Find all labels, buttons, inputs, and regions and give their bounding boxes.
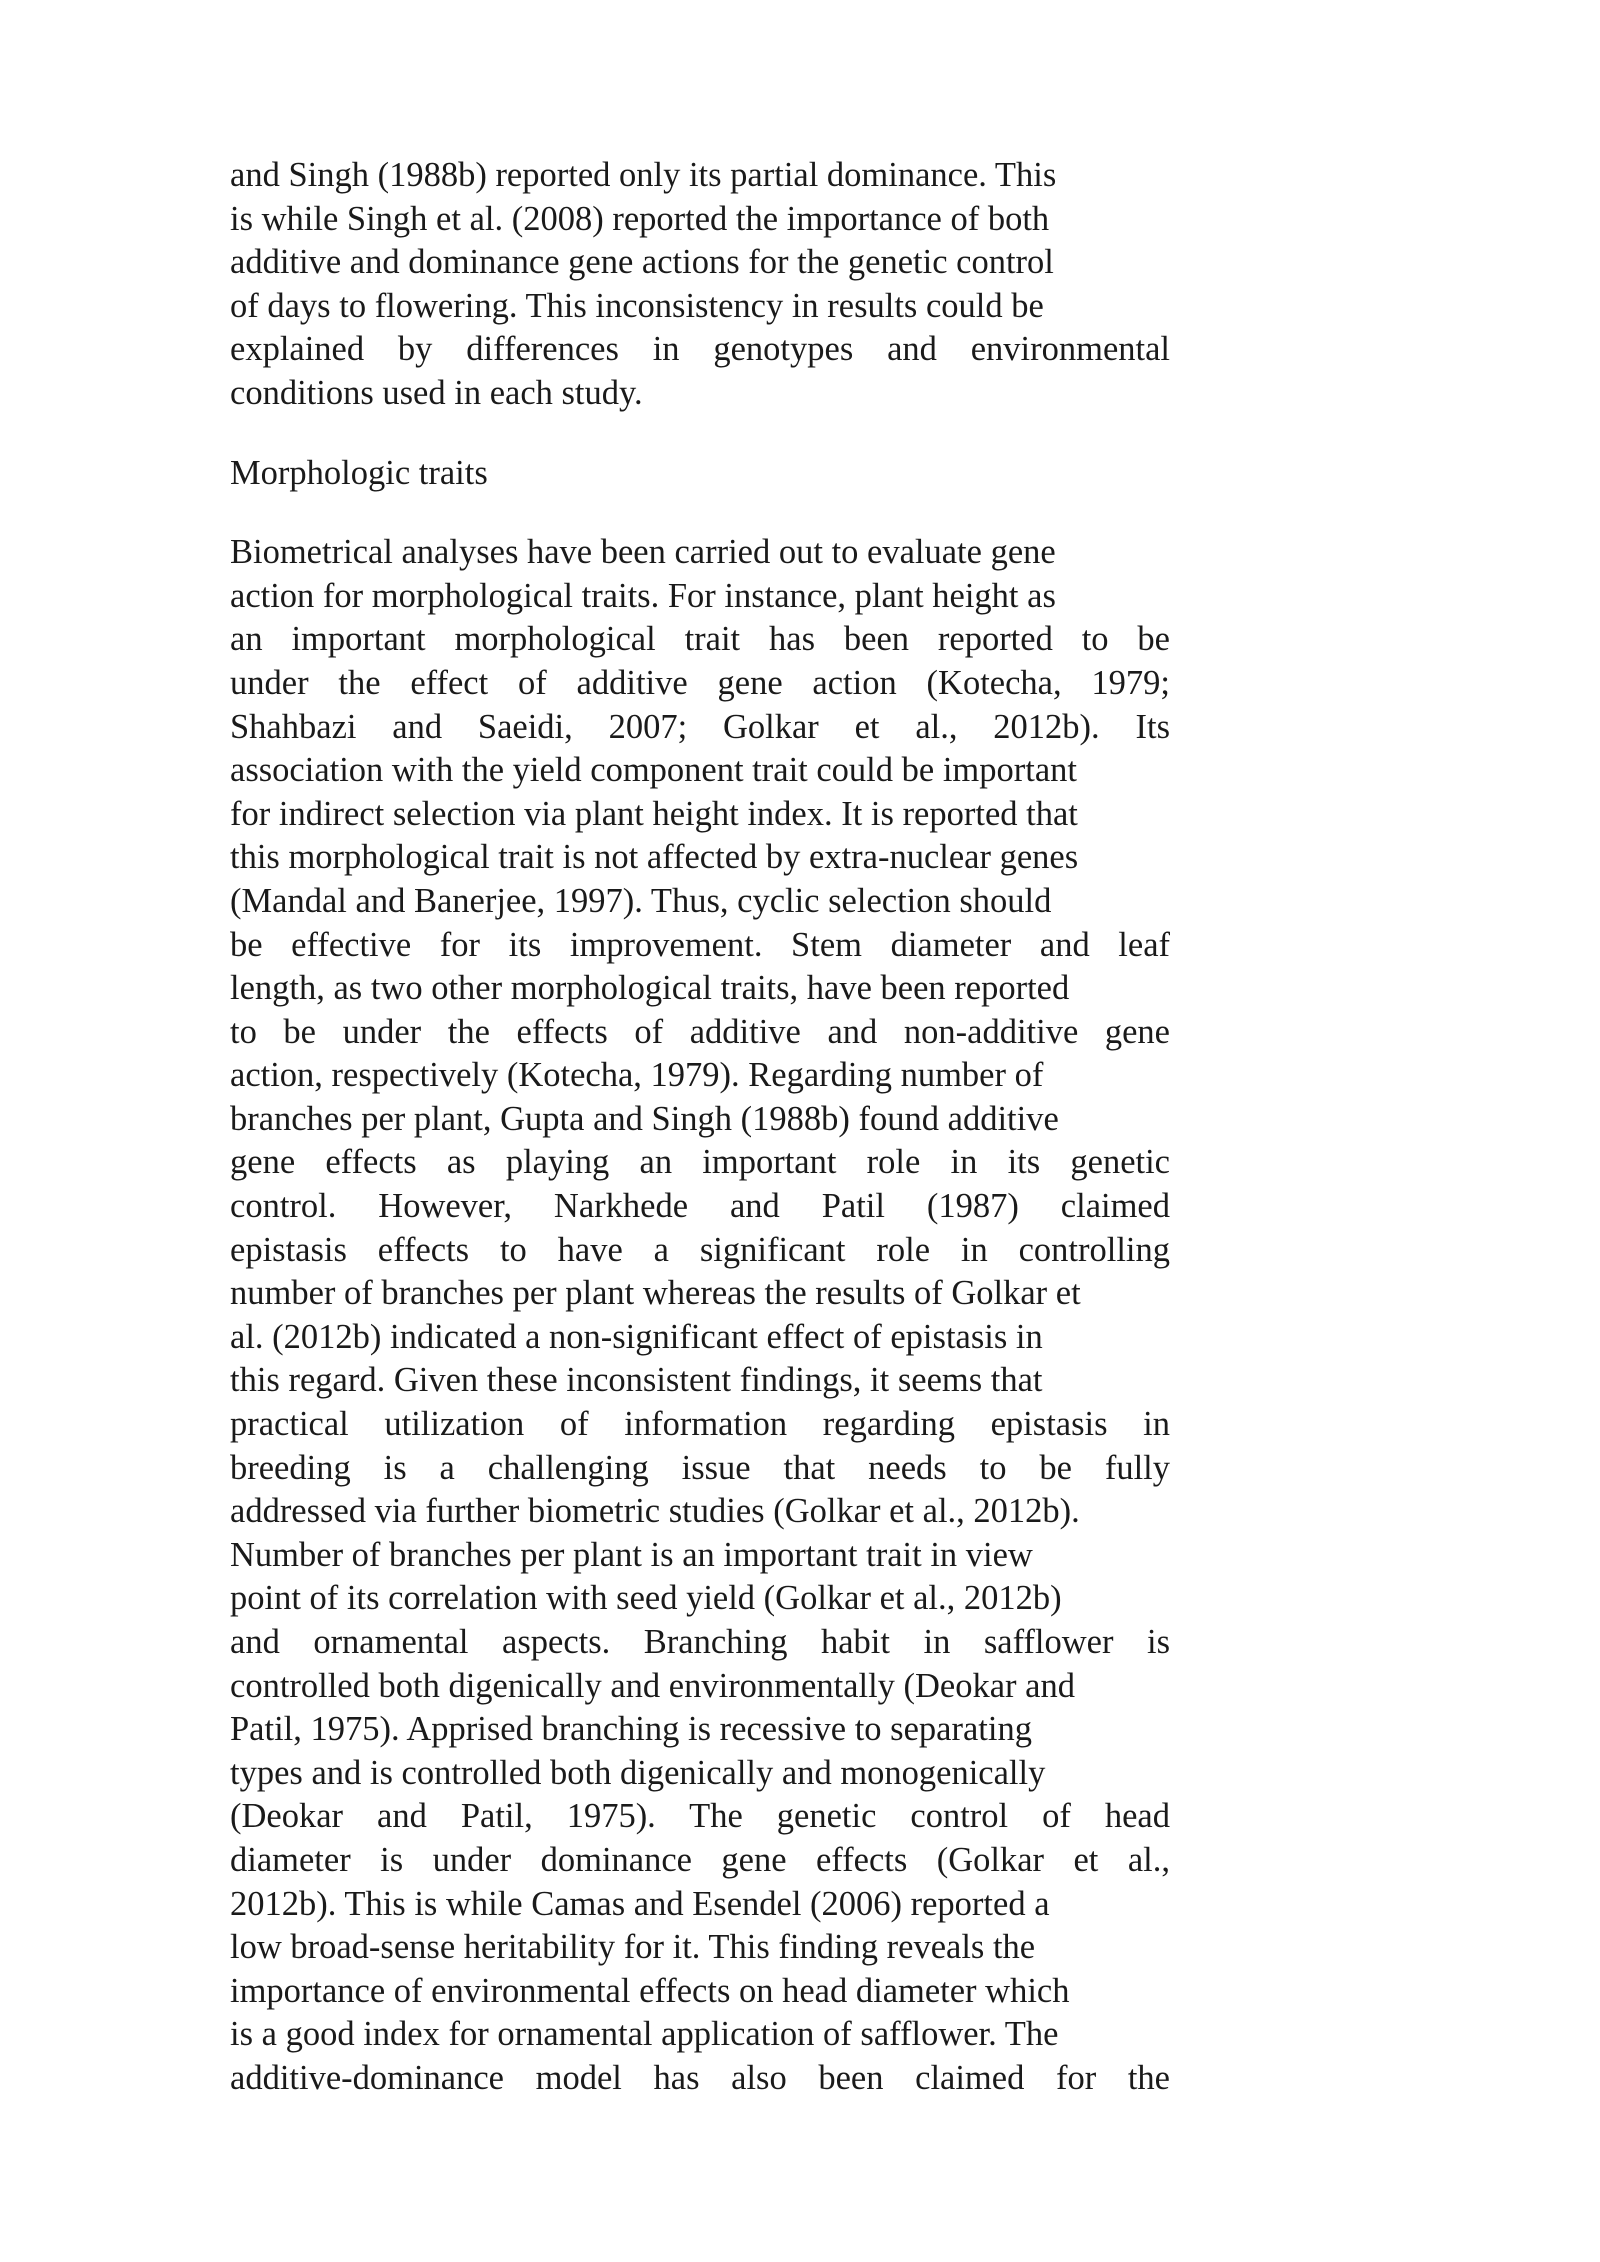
text-line: explained by differences in genotypes and environmental bbox=[230, 330, 1170, 369]
text-line: and Singh (1988b) reported only its partial dominance. This bbox=[230, 156, 1057, 194]
text-line: point of its correlation with seed yield (Golkar et al., 2012b) bbox=[230, 1579, 1062, 1618]
text-line: controlled both digenically and environmentally (Deokar and bbox=[230, 1666, 1075, 1705]
text-line: be effective for its improvement. Stem diameter and leaf bbox=[230, 925, 1170, 964]
text-line: is a good index for ornamental application of safflower. The bbox=[230, 2015, 1059, 2054]
text-line: additive and dominance gene actions for the genetic control bbox=[230, 243, 1054, 282]
text-line: additive-dominance model has also been claimed for the bbox=[230, 2058, 1170, 2097]
text-line: action for morphological traits. For instance, plant height as bbox=[230, 576, 1056, 615]
text-line: number of branches per plant whereas the results of Golkar et bbox=[230, 1274, 1081, 1313]
text-line: (Mandal and Banerjee, 1997). Thus, cyclic selection should bbox=[230, 881, 1052, 920]
text-line: Shahbazi and Saeidi, 2007; Golkar et al., 2012b). Its bbox=[230, 707, 1170, 746]
text-line: action, respectively (Kotecha, 1979). Regarding number of bbox=[230, 1056, 1044, 1095]
text-line: (Deokar and Patil, 1975). The genetic control of head bbox=[230, 1797, 1170, 1836]
text-line: addressed via further biometric studies (Golkar et al., 2012b). bbox=[230, 1492, 1080, 1531]
text-line: low broad-sense heritability for it. This finding reveals the bbox=[230, 1928, 1036, 1967]
text-line: of days to flowering. This inconsistency in results could be bbox=[230, 286, 1044, 325]
text-line: length, as two other morphological traits, have been reported bbox=[230, 969, 1070, 1008]
document-body bbox=[230, 154, 1170, 2101]
text-line: 2012b). This is while Camas and Esendel (2006) reported a bbox=[230, 1884, 1050, 1923]
paragraph-spacer bbox=[230, 495, 1170, 531]
text-line: association with the yield component trait could be important bbox=[230, 751, 1077, 790]
text-line: Number of branches per plant is an important trait in view bbox=[230, 1535, 1033, 1574]
text-line: to be under the effects of additive and non-additive gene bbox=[230, 1012, 1170, 1051]
text-line: al. (2012b) indicated a non-significant effect of epistasis in bbox=[230, 1317, 1043, 1356]
text-line: this morphological trait is not affected by extra-nuclear genes bbox=[230, 838, 1079, 877]
text-line: Biometrical analyses have been carried out to evaluate gene bbox=[230, 533, 1056, 572]
paragraph-spacer bbox=[230, 416, 1170, 452]
text-line: types and is controlled both digenically and monogenically bbox=[230, 1753, 1046, 1792]
paragraph-morphological-traits bbox=[230, 531, 1170, 2100]
text-line: control. However, Narkhede and Patil (1987) claimed bbox=[230, 1187, 1170, 1226]
text-line: breeding is a challenging issue that needs to be fully bbox=[230, 1448, 1170, 1487]
paragraph-flowering-inconsistency bbox=[230, 154, 1170, 416]
text-line: is while Singh et al. (2008) reported the importance of both bbox=[230, 199, 1050, 238]
text-line: epistasis effects to have a significant role in controlling bbox=[230, 1230, 1170, 1269]
text-line: an important morphological trait has been reported to be bbox=[230, 620, 1170, 659]
text-line: conditions used in each study. bbox=[230, 373, 643, 412]
text-line: for indirect selection via plant height index. It is reported that bbox=[230, 794, 1078, 833]
text-line: gene effects as playing an important role in its genetic bbox=[230, 1143, 1170, 1182]
text-line: and ornamental aspects. Branching habit in safflower is bbox=[230, 1623, 1170, 1661]
section-heading-morphologic-traits: Morphologic traits bbox=[230, 453, 488, 492]
text-line: importance of environmental effects on head diameter which bbox=[230, 1971, 1070, 2010]
text-line: Patil, 1975). Apprised branching is recessive to separating bbox=[230, 1710, 1032, 1749]
text-line: under the effect of additive gene action (Kotecha, 1979; bbox=[230, 663, 1170, 702]
text-line: branches per plant, Gupta and Singh (1988b) found additive bbox=[230, 1099, 1059, 1138]
text-line: this regard. Given these inconsistent findings, it seems that bbox=[230, 1361, 1043, 1400]
text-line: diameter is under dominance gene effects (Golkar et al., bbox=[230, 1840, 1170, 1879]
text-line: practical utilization of information regarding epistasis in bbox=[230, 1405, 1170, 1444]
